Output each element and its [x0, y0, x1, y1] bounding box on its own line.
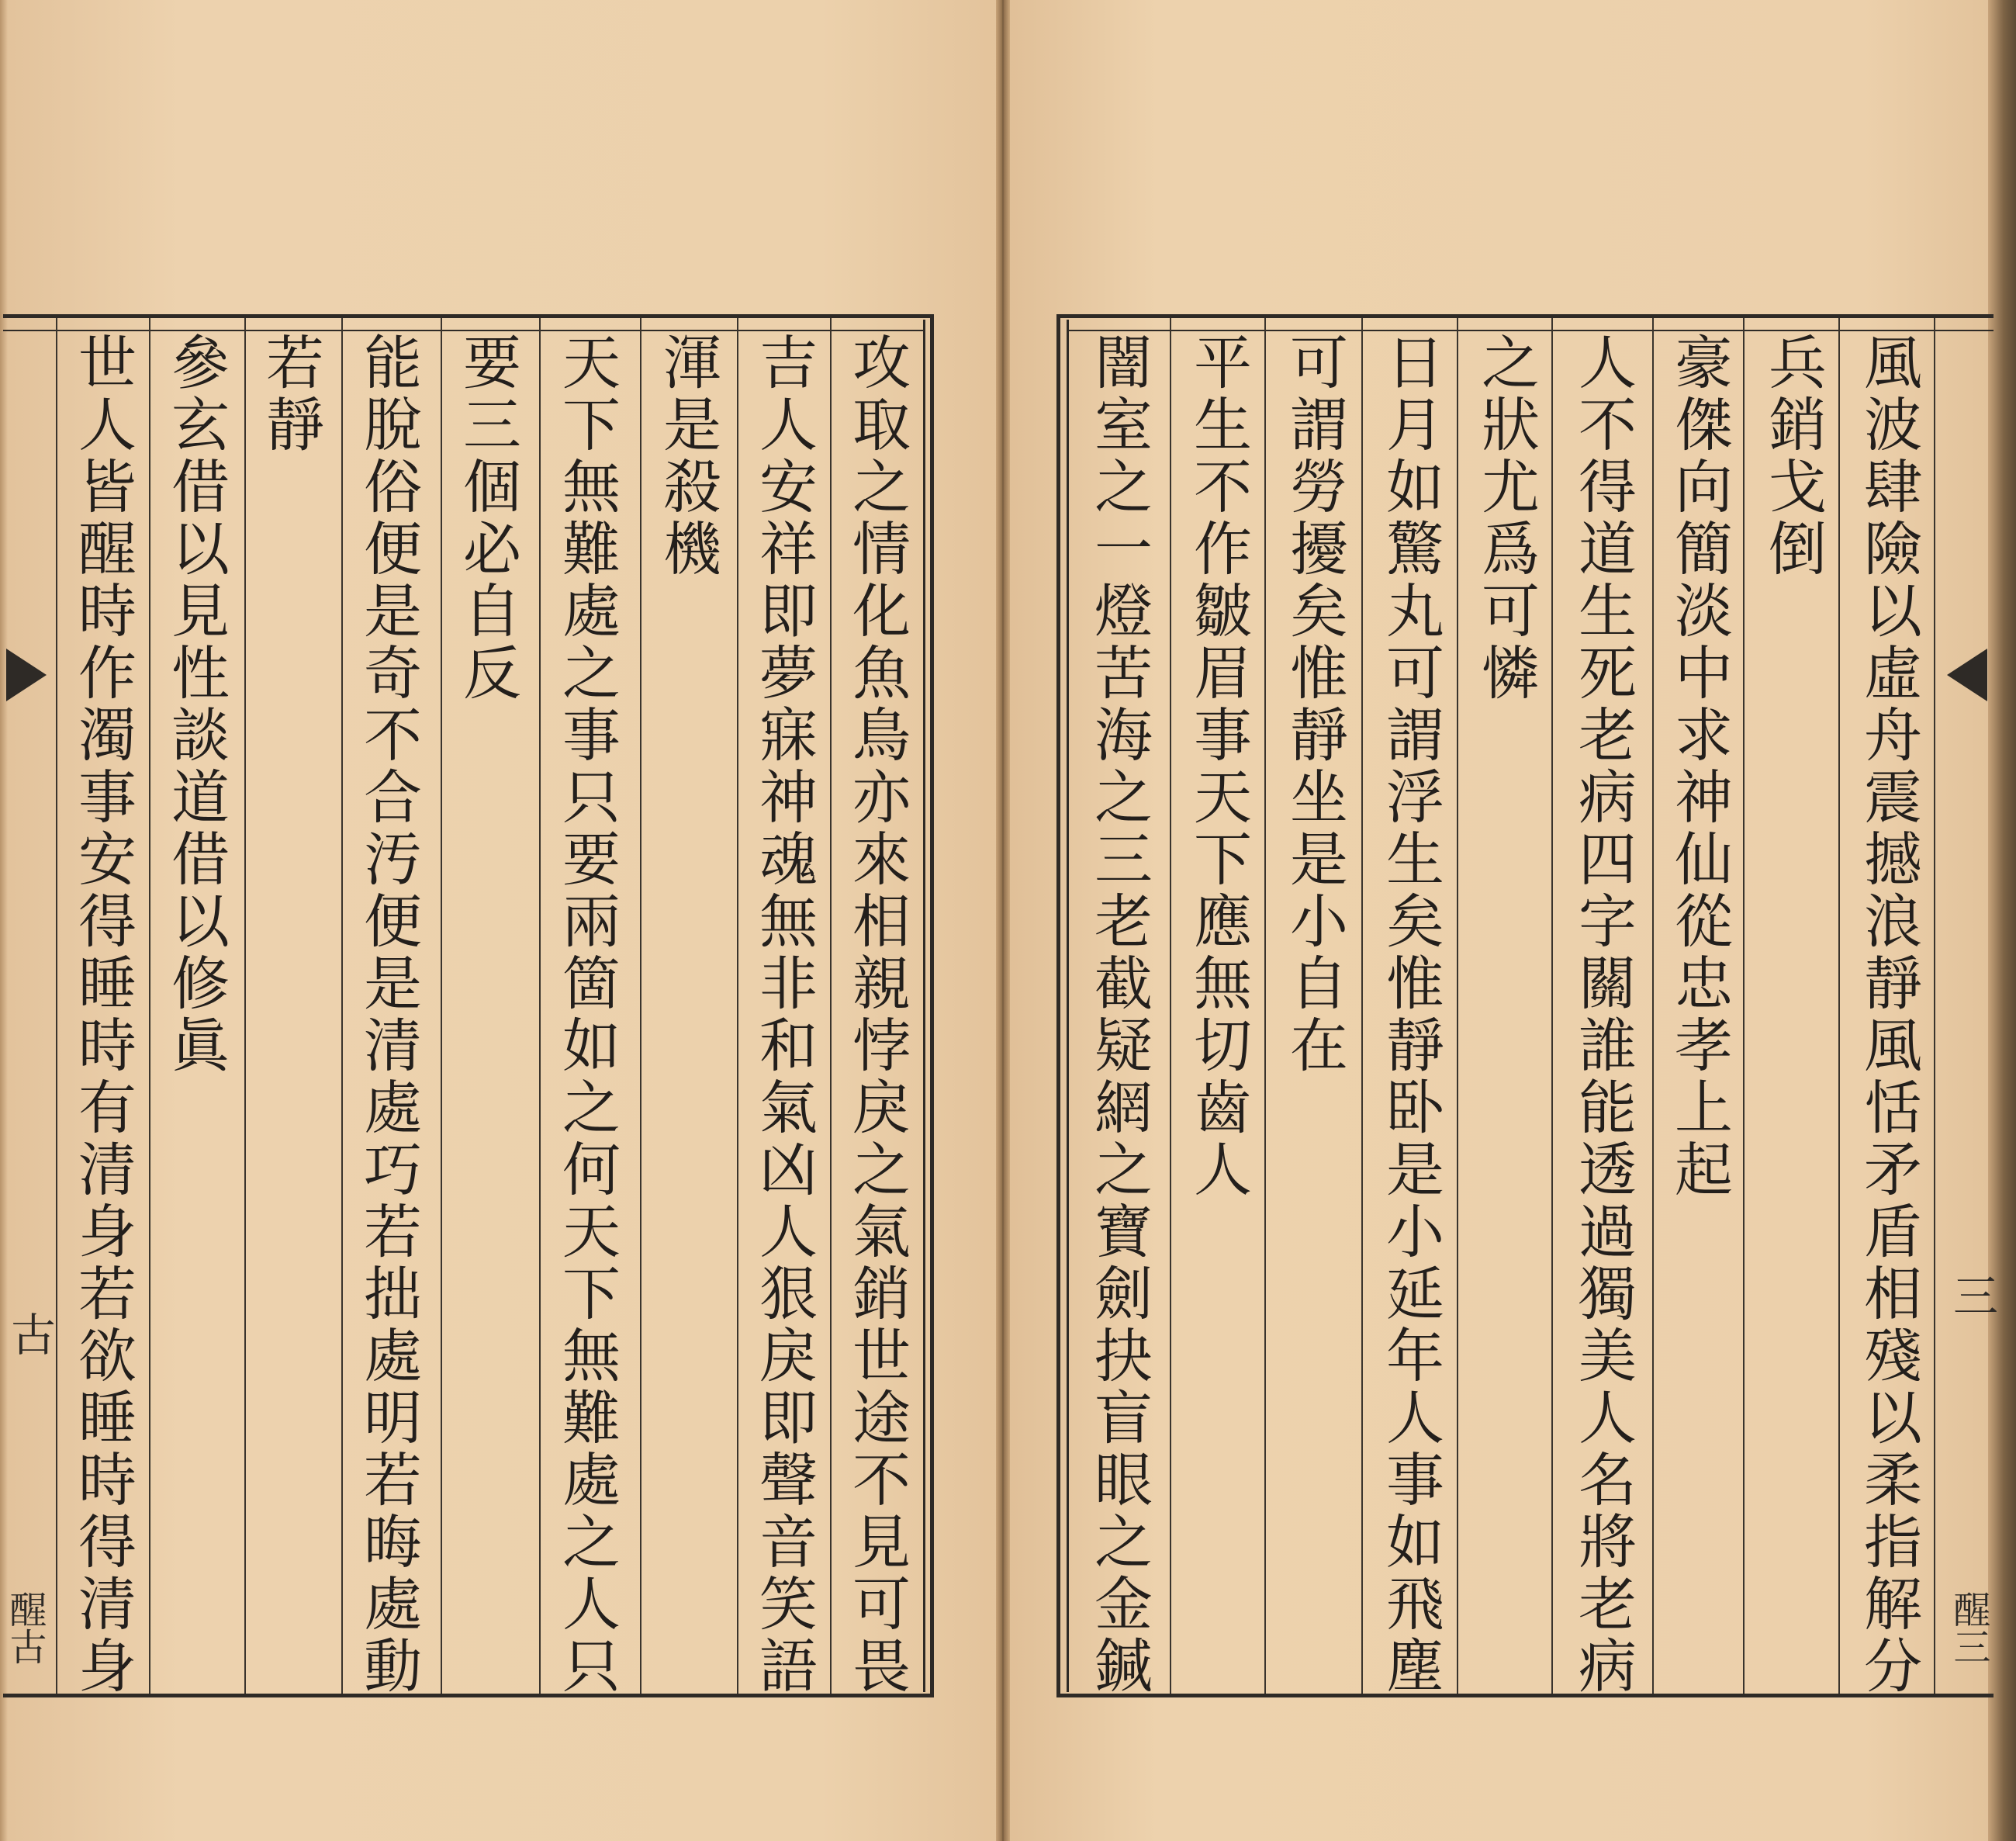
column-rule [1838, 318, 1840, 1694]
column-rule [441, 318, 442, 1694]
text-column: 若靜 [257, 332, 325, 456]
text-column: 吉人安祥即夢寐神魂無非和氣凶人狠戾即聲音笑語 [750, 332, 818, 1697]
text-column: 平生不作皺眉事天下應無切齒人 [1184, 332, 1253, 1201]
column-rule [1457, 318, 1458, 1694]
column-rule [539, 318, 541, 1694]
text-column: 豪傑向簡淡中求神仙從忠孝上起 [1665, 332, 1734, 1201]
column-rule [1652, 318, 1654, 1694]
margin-title: 醒古 [3, 1590, 47, 1665]
folio-number: 三 [1945, 1272, 1998, 1317]
right-frame-inner-rule [1067, 320, 1069, 1692]
text-column: 要三個必自反 [454, 332, 522, 704]
column-rule [737, 318, 738, 1694]
text-column: 人不得道生死老病四字關誰能透過獨美人名將老病 [1569, 332, 1637, 1697]
text-column: 闇室之一燈苦海之三老截疑網之寶劍抉盲眼之金鍼 [1085, 332, 1153, 1697]
column-rule [56, 318, 57, 1694]
column-rule [1264, 318, 1266, 1694]
text-column: 渾是殺機 [654, 332, 722, 580]
folio-number: 古 [3, 1311, 56, 1356]
text-column: 世人皆醒時作濁事安得睡時有清身若欲睡時得清身 [69, 332, 137, 1697]
left-frame-top-inner-rule [3, 330, 923, 331]
book-gutter [996, 0, 1010, 1841]
column-rule [341, 318, 343, 1694]
text-column: 攻取之情化魚鳥亦來相親悖戾之氣銷世途不見可畏 [843, 332, 911, 1697]
fishtail-mark [1947, 649, 1987, 701]
column-rule [1934, 318, 1935, 1694]
margin-title: 醒三 [1947, 1590, 1990, 1665]
column-rule [244, 318, 246, 1694]
column-rule [830, 318, 832, 1694]
text-column: 兵銷戈倒 [1759, 332, 1828, 580]
text-column: 可謂勞擾矣惟靜坐是小自在 [1281, 332, 1349, 1077]
column-rule [149, 318, 150, 1694]
column-rule [640, 318, 641, 1694]
right-frame-top-inner-rule [1069, 330, 1994, 331]
text-column: 日月如驚丸可謂浮生矣惟靜卧是小延年人事如飛塵 [1377, 332, 1445, 1697]
text-column: 參玄借以見性談道借以修眞 [162, 332, 230, 1077]
fishtail-mark [6, 649, 47, 701]
left-frame-inner-rule [923, 320, 925, 1692]
text-column: 能脫俗便是奇不合汚便是清處巧若拙處明若晦處動 [354, 332, 423, 1697]
column-rule [1743, 318, 1745, 1694]
column-rule [1361, 318, 1363, 1694]
text-column: 之狀尤爲可憐 [1472, 332, 1541, 704]
column-rule [1170, 318, 1171, 1694]
text-column: 天下無難處之事只要兩箇如之何天下無難處之人只 [553, 332, 621, 1697]
column-rule [1551, 318, 1553, 1694]
text-column: 風波肆險以虛舟震撼浪靜風恬矛盾相殘以柔指解分 [1855, 332, 1923, 1697]
